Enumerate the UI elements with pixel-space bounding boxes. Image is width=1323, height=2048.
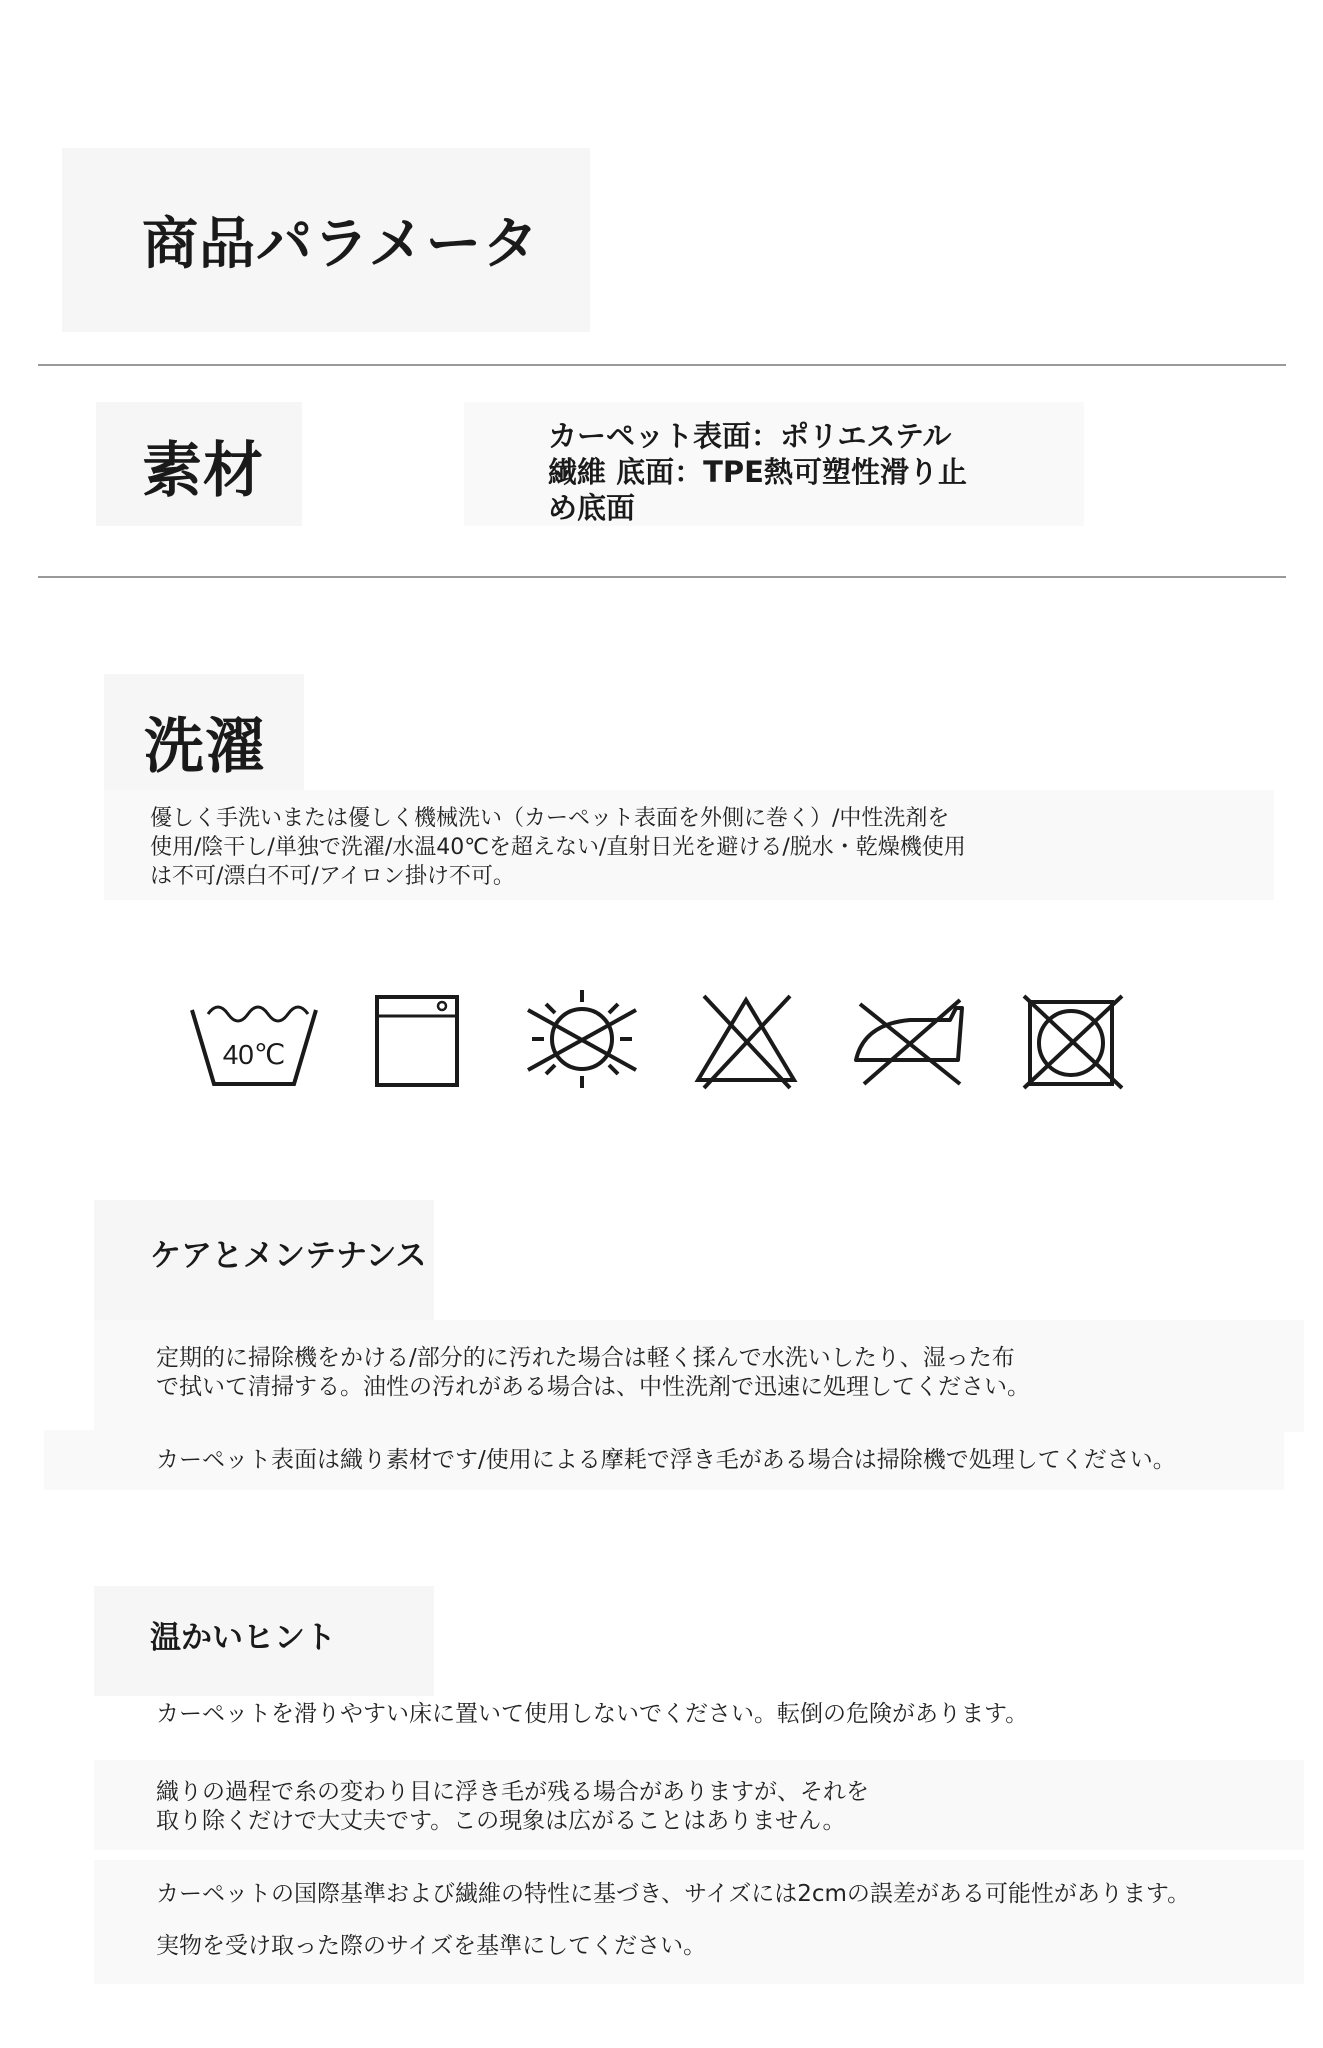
- no-iron-icon: [850, 994, 970, 1090]
- no-tumble-dry-icon: [1022, 994, 1126, 1090]
- wash-tub-40c-icon: [188, 996, 320, 1088]
- care-paragraph-2: カーペット表面は織り素材です/使用による摩耗で浮き毛がある場合は掃除機で処理してください。: [156, 1447, 1176, 1473]
- tips-paragraph-1: カーペットを滑りやすい床に置いて使用しないでください。転倒の危険があります。: [156, 1701, 1029, 1727]
- tips-p3-block: [94, 1860, 1304, 1984]
- material-label: 素材: [142, 436, 264, 506]
- washing-label: 洗濯: [144, 712, 266, 782]
- tips-paragraph-2: 織りの過程で糸の変わり目に浮き毛が残る場合がありますが、それを 取り除くだけで大丈夫です。この現象は広がることはありません。: [156, 1779, 869, 1834]
- divider-top: [38, 364, 1286, 366]
- no-sun-dry-icon: [522, 986, 642, 1092]
- params-title: 商品パラメータ: [142, 212, 540, 277]
- washing-text: 優しく手洗いまたは優しく機械洗い（カーペット表面を外側に巻く）/中性洗剤を 使用/陰干し/単独で洗濯/水温40℃を超えない/直射日光を避ける/脱水・乾燥機使用 は不可/漂白不可/アイロン掛け不可。: [150, 806, 966, 889]
- no-bleach-icon: [690, 992, 802, 1090]
- care-paragraph-1: 定期的に掃除機をかける/部分的に汚れた場合は軽く揉んで水洗いしたり、湿った布 で拭いて清掃する。油性の汚れがある場合は、中性洗剤で迅速に処理してください。: [156, 1345, 1030, 1400]
- wash-temp-label: 40℃: [222, 1039, 286, 1070]
- tips-paragraph-3: カーペットの国際基準および繊維の特性に基づき、サイズには2cmの誤差がある可能性があります。: [156, 1881, 1191, 1907]
- tips-title: 温かいヒント: [150, 1620, 336, 1656]
- material-value: カーペット表面：ポリエステル 繊維 底面：TPE熱可塑性滑り止 め底面: [548, 419, 967, 525]
- care-title: ケアとメンテナンス: [150, 1238, 427, 1274]
- tumble-dryer-icon: [374, 994, 460, 1088]
- tips-paragraph-4: 実物を受け取った際のサイズを基準にしてください。: [156, 1933, 707, 1959]
- divider-bottom: [38, 576, 1286, 578]
